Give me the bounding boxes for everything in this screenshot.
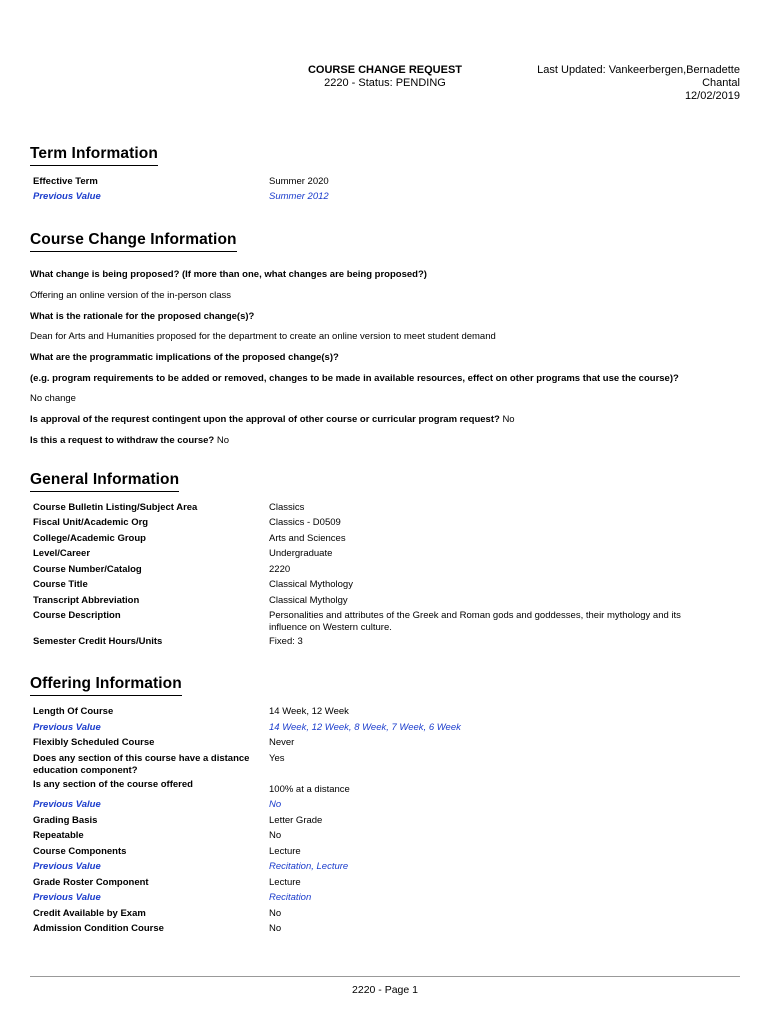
answer-3: No change — [30, 393, 76, 404]
offering-value: No — [269, 830, 282, 841]
general-value: Classics - D0509 — [269, 517, 341, 528]
general-label: Level/Career — [33, 548, 91, 559]
question-3-detail: (e.g. program requirements to be added or removed, changes to be made in available resources, effect on other programs that use the course)? — [30, 373, 679, 384]
footer-divider — [30, 976, 740, 977]
general-label: Semester Credit Hours/Units — [33, 636, 163, 647]
section-title-course-change: Course Change Information — [30, 231, 237, 252]
general-label: College/Academic Group — [33, 533, 146, 544]
offering-label: Is any section of the course offered — [33, 779, 193, 790]
document-status: 2220 - Status: PENDING — [324, 77, 446, 89]
previous-value-label: Previous Value — [33, 892, 101, 903]
section-title-offering: Offering Information — [30, 675, 182, 696]
answer-5: No — [216, 435, 230, 446]
general-label: Course Bulletin Listing/Subject Area — [33, 502, 198, 513]
question-5-text: Is this a request to withdraw the course? — [30, 435, 215, 446]
offering-value: No — [269, 923, 282, 934]
general-value: Classical Mythology — [269, 579, 353, 590]
offering-label: Does any section of this course have a distance education component? — [33, 753, 250, 776]
offering-value: Never — [269, 737, 295, 748]
previous-value-label: Previous Value — [33, 191, 101, 202]
offering-value: Yes — [269, 753, 285, 764]
previous-value: 14 Week, 12 Week, 8 Week, 7 Week, 6 Week — [269, 722, 461, 733]
offering-label: Grading Basis — [33, 815, 98, 826]
offering-label: Flexibly Scheduled Course — [33, 737, 155, 748]
general-label: Course Number/Catalog — [33, 564, 142, 575]
answer-2: Dean for Arts and Humanities proposed for the department to create an online version to meet student demand — [30, 331, 496, 342]
offering-value: Letter Grade — [269, 815, 323, 826]
previous-value: No — [269, 799, 282, 810]
last-updated-block — [480, 64, 740, 103]
general-value: Arts and Sciences — [269, 533, 346, 544]
general-value: 2220 — [269, 564, 291, 575]
answer-1: Offering an online version of the in-person class — [30, 290, 232, 301]
offering-label: Credit Available by Exam — [33, 908, 146, 919]
offering-value: Lecture — [269, 877, 301, 888]
question-1: What change is being proposed? (If more than one, what changes are being proposed?) — [30, 269, 427, 280]
question-4-text: Is approval of the requrest contingent upon the approval of other course or curricular program request? — [30, 414, 500, 425]
offering-label: Repeatable — [33, 830, 84, 841]
answer-4: No — [502, 414, 515, 425]
general-label: Course Title — [33, 579, 88, 590]
previous-value: Summer 2012 — [269, 191, 329, 202]
question-4 — [30, 414, 750, 426]
last-updated-date: 12/02/2019 — [684, 90, 740, 102]
course-description-value: Personalities and attributes of the Greek and Roman gods and goddesses, their mythology and its influence on Western culture. — [269, 610, 681, 633]
section-title-term: Term Information — [30, 145, 158, 166]
general-value: Classics — [269, 502, 305, 513]
offering-label: Course Components — [33, 846, 127, 857]
section-title-general: General Information — [30, 471, 179, 492]
effective-term-label: Effective Term — [33, 176, 98, 187]
general-label: Fiscal Unit/Academic Org — [33, 517, 149, 528]
question-2: What is the rationale for the proposed change(s)? — [30, 311, 255, 322]
offering-value: Lecture — [269, 846, 301, 857]
previous-value-label: Previous Value — [33, 861, 101, 872]
offering-value: 100% at a distance — [269, 784, 350, 795]
last-updated-by-cont: Chantal — [702, 77, 740, 89]
page-footer: 2220 - Page 1 — [352, 984, 418, 996]
general-value: Classical Mytholgy — [269, 595, 348, 606]
last-updated-by: Last Updated: Vankeerbergen,Bernadette — [537, 64, 740, 76]
general-label: Transcript Abbreviation — [33, 595, 140, 606]
previous-value: Recitation, Lecture — [269, 861, 349, 872]
question-3: What are the programmatic implications of the proposed change(s)? — [30, 352, 339, 363]
general-value: Fixed: 3 — [269, 636, 303, 647]
question-5 — [30, 435, 750, 447]
general-label: Course Description — [33, 610, 121, 621]
effective-term-value: Summer 2020 — [269, 176, 329, 187]
previous-value-label: Previous Value — [33, 722, 101, 733]
document-title: COURSE CHANGE REQUEST — [307, 64, 463, 76]
previous-value: Recitation — [269, 892, 312, 903]
offering-label: Length Of Course — [33, 706, 114, 717]
general-value: Undergraduate — [269, 548, 333, 559]
previous-value-label: Previous Value — [33, 799, 101, 810]
document-header — [280, 64, 490, 90]
offering-value: No — [269, 908, 282, 919]
offering-label: Admission Condition Course — [33, 923, 164, 934]
offering-value: 14 Week, 12 Week — [269, 706, 349, 717]
offering-label: Grade Roster Component — [33, 877, 149, 888]
